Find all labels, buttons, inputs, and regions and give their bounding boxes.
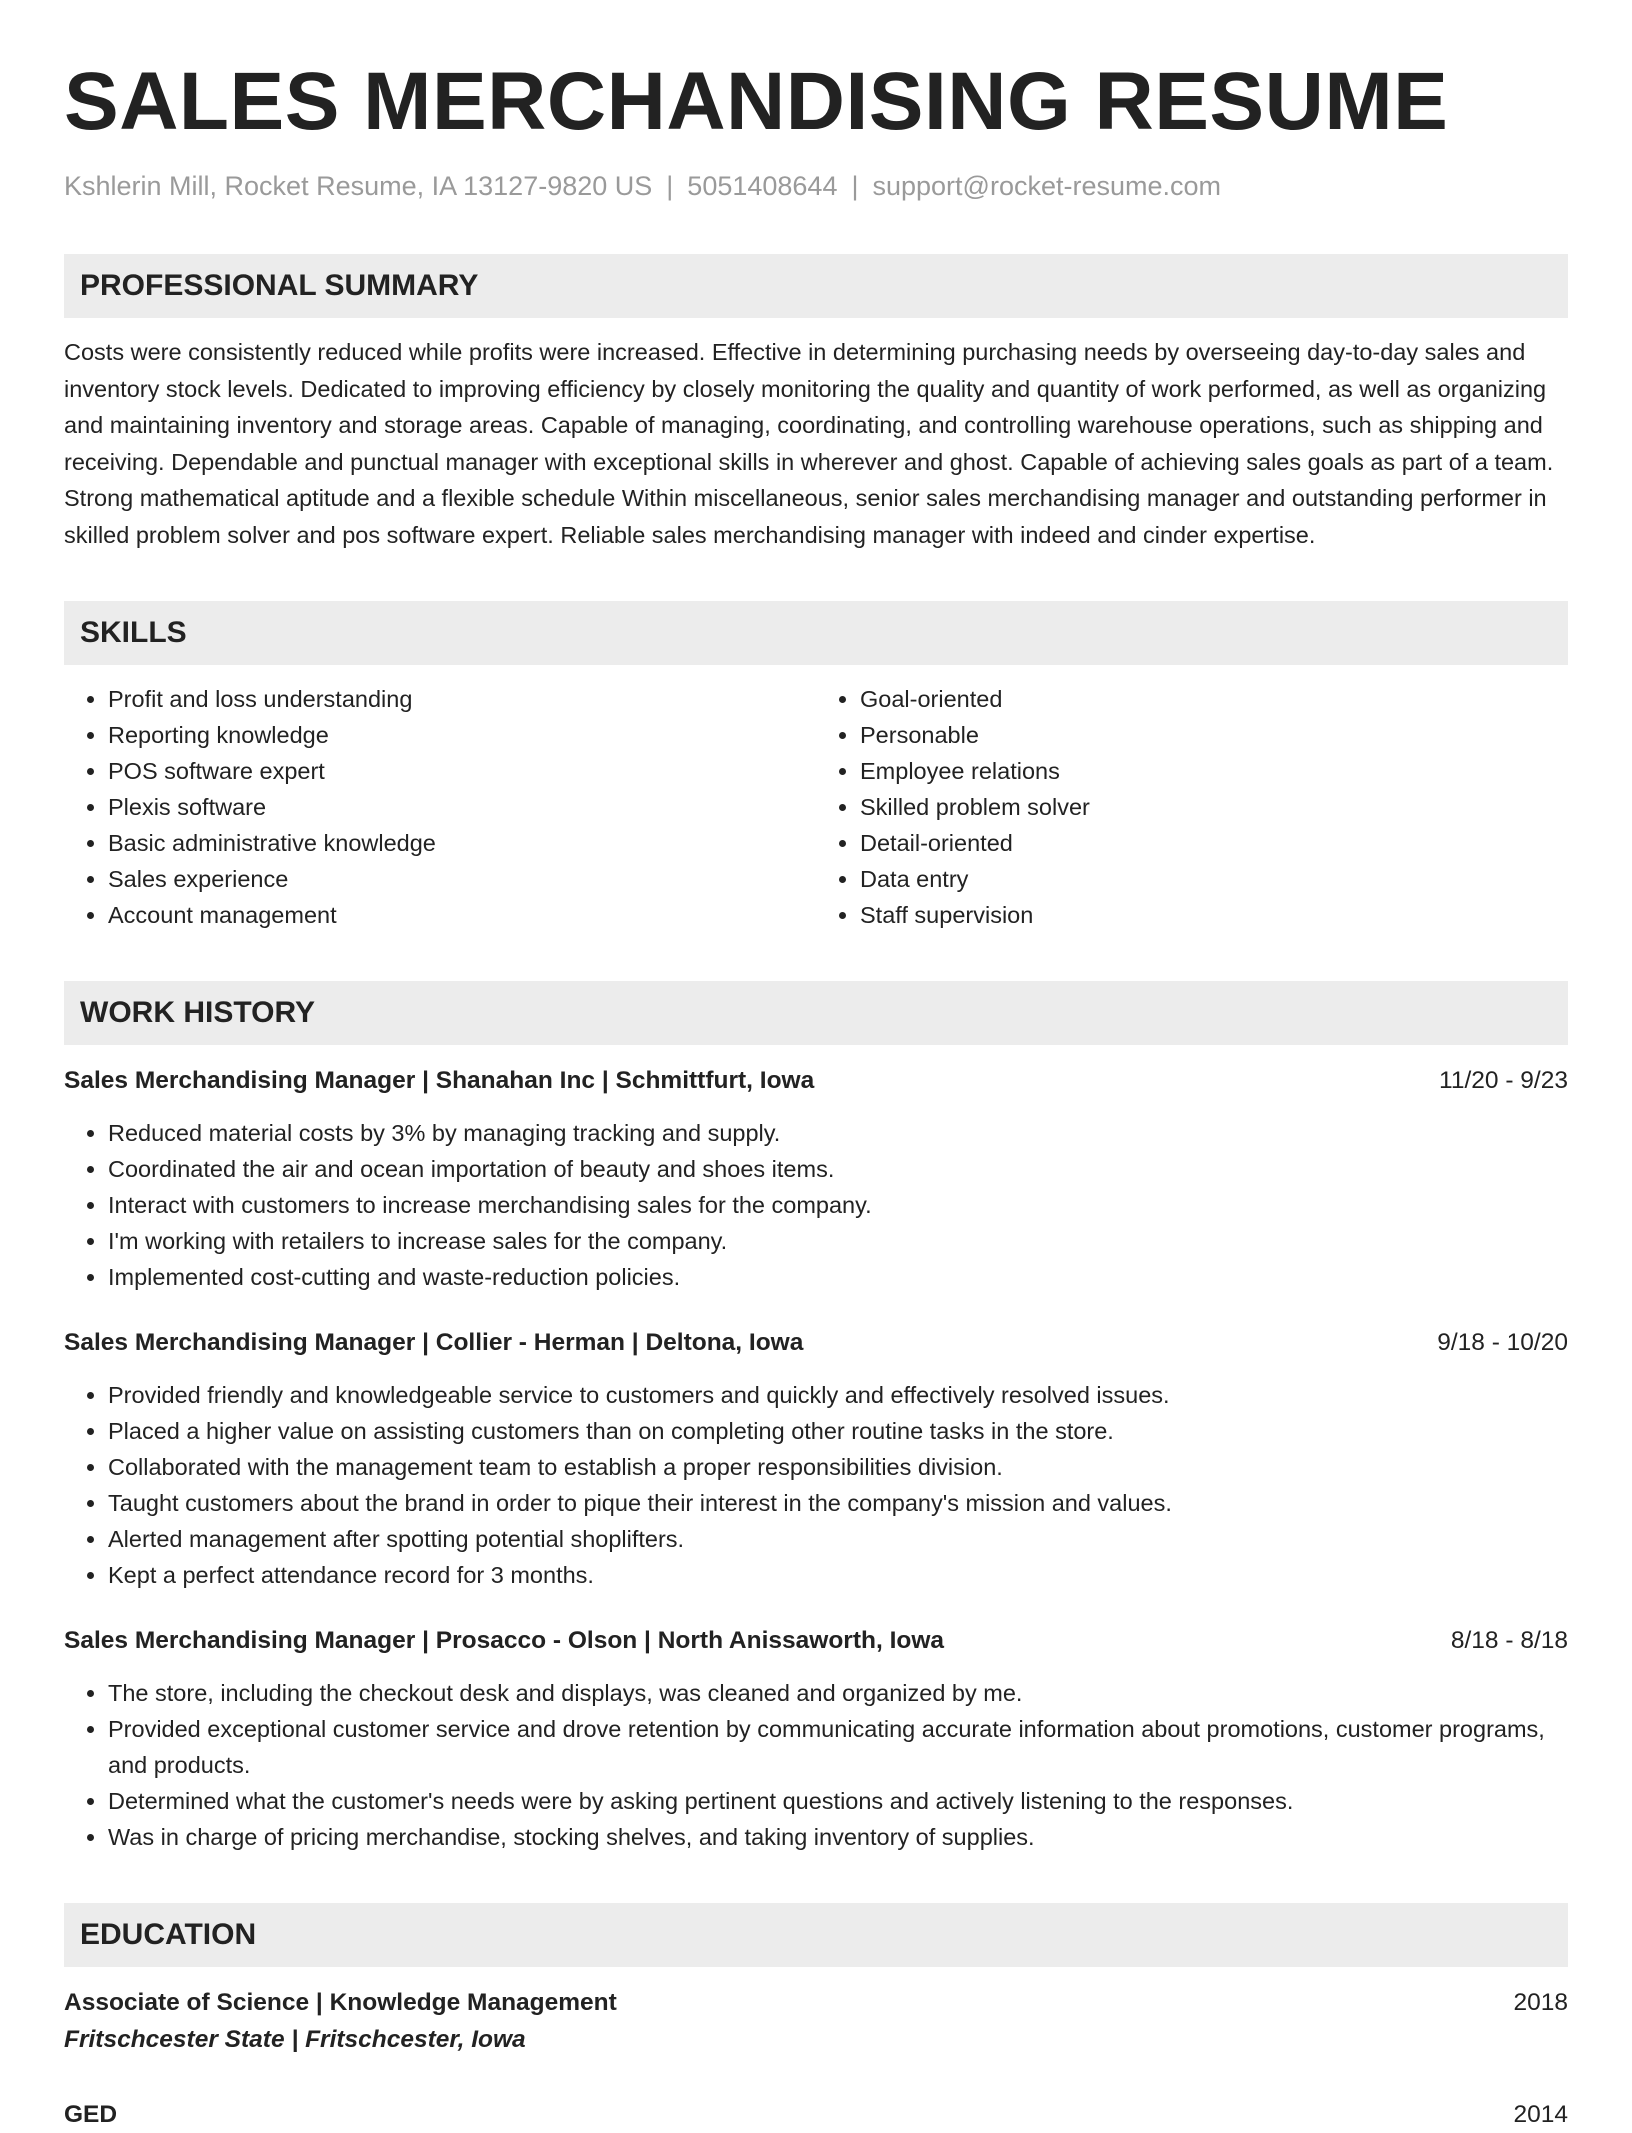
skill-item: • Profit and loss understanding [108, 681, 816, 717]
job-bullets [64, 1675, 1568, 1855]
education-degree: Associate of Science | Knowledge Management [64, 1989, 617, 2016]
job-header [64, 1063, 1568, 1099]
skills-column-left [64, 681, 816, 933]
job-dates: 8/18 - 8/18 [1450, 1627, 1568, 1654]
job-bullet: • Reduced material costs by 3% by managing tracking and supply. [108, 1115, 1568, 1151]
section-header-summary: PROFESSIONAL SUMMARY [64, 254, 1568, 318]
contact-email: support@rocket-resume.com [872, 171, 1222, 201]
skill-item: • POS software expert [108, 753, 816, 789]
skill-item: • Personable [860, 717, 1568, 753]
job-bullet: • Interact with customers to increase merchandising sales for the company. [108, 1187, 1568, 1223]
job-entry [64, 1063, 1568, 1295]
job-bullet: • Placed a higher value on assisting customers than on completing other routine tasks in the store. [108, 1413, 1568, 1449]
education-header [64, 1985, 1568, 2021]
skill-item: • Account management [108, 897, 816, 933]
education-header [64, 2097, 1568, 2133]
skill-item: • Data entry [860, 861, 1568, 897]
skill-item: • Reporting knowledge [108, 717, 816, 753]
job-entry [64, 1623, 1568, 1855]
education-degree: GED [64, 2101, 118, 2128]
education-year: 2014 [1513, 2101, 1568, 2128]
job-bullet: • I'm working with retailers to increase sales for the company. [108, 1223, 1568, 1259]
resume-title: SALES MERCHANDISING RESUME [64, 56, 1449, 147]
contact-separator: | [851, 171, 859, 201]
summary-text: Costs were consistently reduced while profits were increased. Effective in determining purchasing needs by overseeing day-to-day sales and inventory stock levels. Dedicated to improving efficiency by closely monitoring the quality and quantity of work performed, as well as organizing and maintaining inventory and storage areas. Capable of managing, coordinating, and controlling warehouse operations, such as shipping and receiving. Dependable and punctual manager with exceptional skills in wherever and ghost. Capable of achieving sales goals as part of a team. Strong mathematical aptitude and a flexible schedule Within miscellaneous, senior sales merchandising manager and outstanding performer in skilled problem solver and pos software expert. Reliable sales merchandising manager with indeed and cinder expertise. [64, 339, 1554, 548]
education-school: Fritschcester State | Fritschcester, Iowa [64, 2026, 526, 2053]
skill-item: • Sales experience [108, 861, 816, 897]
job-bullet: • Coordinated the air and ocean importation of beauty and shoes items. [108, 1151, 1568, 1187]
job-bullet: • Alerted management after spotting potential shoplifters. [108, 1521, 1568, 1557]
job-bullets [64, 1377, 1568, 1593]
skills-column-right [816, 681, 1568, 933]
skill-item: • Plexis software [108, 789, 816, 825]
job-bullet: • Provided exceptional customer service and drove retention by communicating accurate information about promotions, customer programs, and products. [108, 1711, 1568, 1783]
job-title: Sales Merchandising Manager | Shanahan Inc | Schmittfurt, Iowa [64, 1067, 815, 1094]
section-header-work-history: WORK HISTORY [64, 981, 1568, 1045]
job-dates: 11/20 - 9/23 [1439, 1067, 1568, 1094]
contact-line [64, 166, 1568, 206]
skill-item: • Goal-oriented [860, 681, 1568, 717]
contact-address: Kshlerin Mill, Rocket Resume, IA 13127-9820 US [64, 171, 653, 201]
section-header-skills: SKILLS [64, 601, 1568, 665]
job-title: Sales Merchandising Manager | Prosacco - Olson | North Anissaworth, Iowa [64, 1627, 945, 1654]
skill-item: • Detail-oriented [860, 825, 1568, 861]
job-bullet: • The store, including the checkout desk and displays, was cleaned and organized by me. [108, 1675, 1568, 1711]
job-bullet: • Was in charge of pricing merchandise, stocking shelves, and taking inventory of supplies. [108, 1819, 1568, 1855]
contact-phone: 5051408644 [687, 171, 838, 201]
job-bullet: • Provided friendly and knowledgeable service to customers and quickly and effectively resolved issues. [108, 1377, 1568, 1413]
section-header-education: EDUCATION [64, 1903, 1568, 1967]
education-entry [64, 2097, 1568, 2133]
job-title: Sales Merchandising Manager | Collier - Herman | Deltona, Iowa [64, 1329, 804, 1356]
job-bullet: • Determined what the customer's needs were by asking pertinent questions and actively listening to the responses. [108, 1783, 1568, 1819]
job-bullet: • Taught customers about the brand in order to pique their interest in the company's mission and values. [108, 1485, 1568, 1521]
job-bullet: • Collaborated with the management team to establish a proper responsibilities division. [108, 1449, 1568, 1485]
skill-item: • Basic administrative knowledge [108, 825, 816, 861]
education-year: 2018 [1513, 1989, 1568, 2016]
job-entry [64, 1325, 1568, 1593]
job-bullet: • Implemented cost-cutting and waste-reduction policies. [108, 1259, 1568, 1295]
job-bullet: • Kept a perfect attendance record for 3 months. [108, 1557, 1568, 1593]
skill-item: • Employee relations [860, 753, 1568, 789]
skill-item: • Skilled problem solver [860, 789, 1568, 825]
skill-item: • Staff supervision [860, 897, 1568, 933]
job-dates: 9/18 - 10/20 [1437, 1329, 1568, 1356]
education-entry [64, 1985, 1568, 2059]
job-header [64, 1325, 1568, 1361]
contact-separator: | [666, 171, 674, 201]
job-header [64, 1623, 1568, 1659]
job-bullets [64, 1115, 1568, 1295]
skills-list [64, 681, 1568, 933]
